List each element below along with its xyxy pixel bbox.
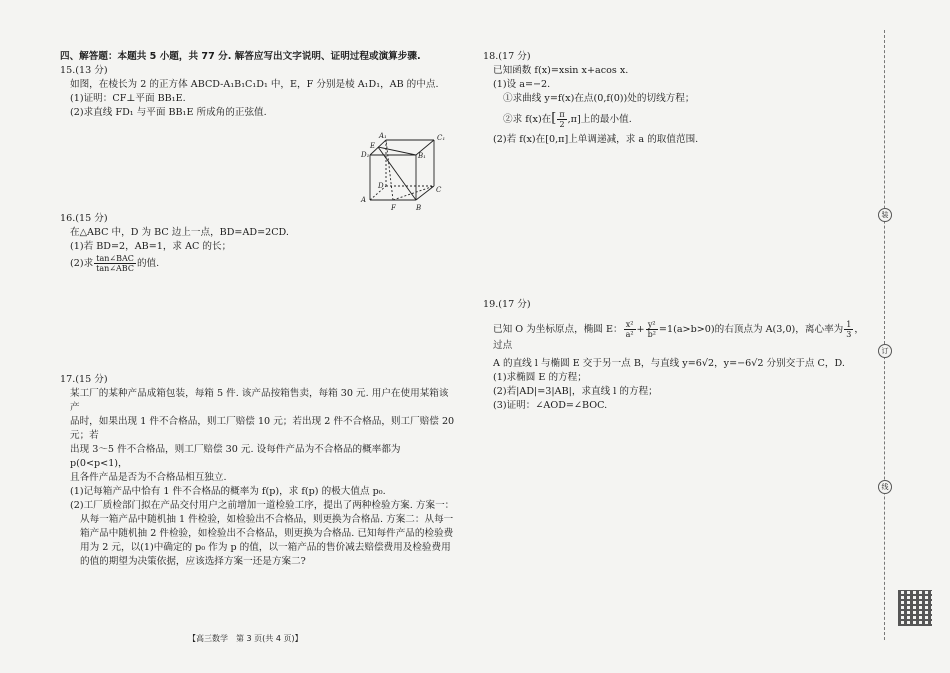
- question-16: [60, 212, 455, 273]
- q15-head: 15.(13 分): [60, 65, 108, 76]
- label-F: F: [391, 204, 396, 212]
- cube-figure: [358, 130, 458, 215]
- q17-line4: 且各件产品是否为不合格品相互独立.: [70, 472, 227, 483]
- q17-part2-line3: 箱产品中随机抽 2 件检验，如检验出不合格品，则更换为合格品. 已知每件产品的检验费: [80, 528, 454, 539]
- q19-head: 19.(17 分): [483, 299, 531, 310]
- section-title: 四、解答题：本题共 5 小题，共 77 分. 解答应写出文字说明、证明过程或演算步骤.: [60, 51, 421, 62]
- eccentricity-fraction: $\frac{1}{3}$: [846, 320, 852, 339]
- q17-part2-line4: 用为 2 元，以(1)中确定的 p₀ 作为 p 的值，以一箱产品的售价减去赔偿费用及检验费用: [80, 542, 451, 553]
- binding-char-zhuang: 装: [878, 208, 892, 222]
- label-A1: A₁: [379, 132, 387, 140]
- q17-head: 17.(15 分): [60, 374, 108, 385]
- q16-head: 16.(15 分): [60, 213, 108, 224]
- page-footer: 【高三数学 第 3 页(共 4 页)】: [188, 634, 303, 643]
- label-B1: B₁: [418, 152, 426, 160]
- label-B: B: [416, 204, 422, 212]
- q15-part1: (1)证明：CF⊥平面 BB₁E.: [70, 93, 186, 104]
- binding-char-xian: 线: [878, 480, 892, 494]
- binding-line: [884, 30, 895, 640]
- binding-char-ding: 订: [878, 344, 892, 358]
- q16-part2: (2)求 $\frac{\text{tan∠BAC}}{\text{tan∠ABC}}$ 的值.: [70, 254, 160, 273]
- q19-part2: (2)若|AD|=3|AB|，求直线 l 的方程；: [493, 386, 658, 397]
- q18-part1: (1)设 a=−2.: [493, 79, 551, 90]
- q15-stem: 如图，在棱长为 2 的正方体 ABCD-A₁B₁C₁D₁ 中，E，F 分别是棱 A₁D₁，AB 的中点.: [70, 79, 439, 90]
- question-19: [483, 298, 868, 413]
- left-column: [60, 50, 455, 567]
- label-E: E: [370, 142, 376, 150]
- question-18: [483, 50, 868, 147]
- ellipse-x-term: $\frac{\text{x²}}{\text{a²}}$: [625, 320, 634, 339]
- label-C: C: [436, 186, 442, 194]
- q16-fraction: $\frac{\text{tan∠BAC}}{\text{tan∠ABC}}$: [96, 254, 134, 273]
- ellipse-y-term: $\frac{\text{y²}}{\text{b²}}$: [647, 320, 656, 339]
- q19-part3: (3)证明：∠AOD=∠BOC.: [493, 400, 608, 411]
- label-D: D: [378, 182, 384, 190]
- q17-line3: 出现 3～5 件不合格品，则工厂赔偿 30 元. 设每件产品为不合格品的概率都为 p(0<p<1)，: [70, 444, 401, 469]
- q17-part2-line2: 从每一箱产品中随机抽 1 件检验，如检验出不合格品，则更换为合格品. 方案二：从每一: [80, 514, 454, 525]
- q18-part1a: ①求曲线 y=f(x)在点(0,f(0))处的切线方程；: [503, 93, 695, 104]
- q16-part1: (1)若 BD=2，AB=1，求 AC 的长；: [70, 241, 232, 252]
- q17-line1: 某工厂的某种产品成箱包装，每箱 5 件. 该产品按箱售卖，每箱 30 元. 用户在使用某箱该产: [70, 388, 449, 413]
- q16-stem: 在△ABC 中，D 为 BC 边上一点，BD=AD=2CD.: [70, 227, 289, 238]
- label-A: A: [361, 196, 367, 204]
- question-15: [60, 64, 455, 120]
- label-C1: C₁: [437, 134, 446, 142]
- q18-interval-fraction: $\frac{\pi}{2}$: [559, 110, 565, 129]
- q18-part1b: ②求 f(x)在[ $\frac{\pi}{2}$ ,π]上的最小值.: [503, 110, 632, 129]
- q19-part1: (1)求椭圆 E 的方程；: [493, 372, 587, 383]
- q17-part2-line1: (2)工厂质检部门拟在产品交付用户之前增加一道检验工序，提出了两种检验方案. 方案一：: [70, 500, 455, 511]
- label-D1: D₁: [361, 151, 370, 159]
- q19-line2: A 的直线 l 与椭圆 E 交于另一点 B，与直线 y=6√2，y=−6√2 分别交于点 C，D.: [493, 358, 845, 369]
- q17-part2-line5: 的值的期望为决策依据，应该选择方案一还是方案二?: [80, 556, 306, 567]
- question-17: [60, 373, 455, 569]
- q18-head: 18.(17 分): [483, 51, 531, 62]
- q18-stem: 已知函数 f(x)=xsin x+acos x.: [493, 65, 629, 76]
- q17-line2: 品时，如果出现 1 件不合格品，则工厂赔偿 10 元；若出现 2 件不合格品，则工厂赔偿 20 元；若: [70, 416, 455, 441]
- q19-line1: 已知 O 为坐标原点，椭圆 E： $\frac{\text{x²}}{\text{a²}}$ + $\frac{\text{y²}}{\text{b²}}$ =1(a>b>0)的右顶点为 A(3,0)，离心率为 $\frac{1}{3}$ ，过点: [493, 320, 864, 351]
- q18-part2: (2)若 f(x)在[0,π]上单调递减，求 a 的取值范围.: [493, 134, 699, 145]
- q17-part1: (1)记每箱产品中恰有 1 件不合格品的概率为 f(p)，求 f(p) 的极大值点 p₀.: [70, 486, 386, 497]
- qr-code-icon: [898, 590, 932, 626]
- q15-part2: (2)求直线 FD₁ 与平面 BB₁E 所成角的正弦值.: [70, 107, 267, 118]
